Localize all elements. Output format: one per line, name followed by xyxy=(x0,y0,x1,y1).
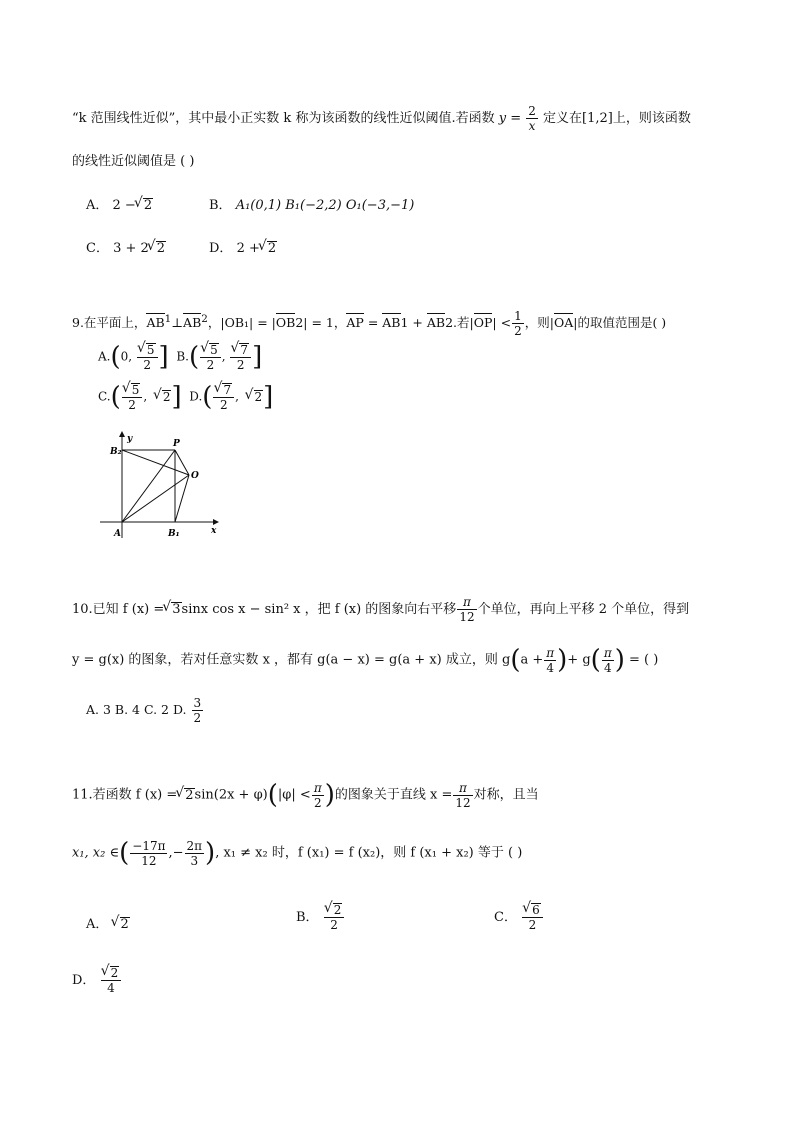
q9-figure xyxy=(98,428,228,543)
q11-option-d: D． √ $\frac{2}{4}$ xyxy=(72,966,122,995)
fig-label-p: P xyxy=(173,439,180,449)
q9-stem: 9.在平面上，$AB^1\perp AB^2$，|OB₁| = |OB2| = 1，AP = AB1 + AB2.若|OP| < $\frac{1}{2}$ ，则|OA|的取值范围是( ) xyxy=(72,309,667,338)
fig-label-x: x xyxy=(211,526,217,536)
q11-option-b: B． √ $\frac{2}{2}$ xyxy=(296,903,345,932)
q10-options: A. 3 B. 4 C. 2 D. $\frac{3}{2}$ xyxy=(86,696,202,725)
q8-option-b: B． A₁(0,1) B₁(−2,2) O₁(−3,−1) xyxy=(209,198,415,213)
q10-line1: 10.已知 f (x) =√ 3sinx cos x − sin² x ，把 f (x) 的图象向右平移 $\frac{\pi}{12}$ 个单位，再向上平移 2 个单位，得到 xyxy=(72,595,689,624)
q8-func-y: y = xyxy=(498,111,522,126)
q8-option-d: D． 2 +√ 2 xyxy=(209,237,277,256)
q8-line1-b: 定义在[1,2]上，则该函数 xyxy=(543,111,691,126)
fig-label-a: A xyxy=(114,529,121,539)
q11-option-c: C． √ $\frac{6}{2}$ xyxy=(494,903,544,932)
q11-line1: 11.若函数 f (x) =√ 2sin(2x + φ)(|φ| < $\frac{\pi}{2}$ )的图象关于直线 x = $\frac{\pi}{12}$ 对称，且当 xyxy=(72,780,539,810)
q11-line2: x₁, x₂ ∈( $\frac{-17\pi}{12}$ ,− $\frac{2\pi}{3}$ ), x₁ ≠ x₂ 时，f (x₁) = f (x₂)，则 f (x₁ + x₂) 等于 ( ) xyxy=(72,838,523,868)
fig-label-b2: B₂ xyxy=(110,447,122,457)
fig-label-y: y xyxy=(127,434,133,444)
q8-option-c: C． 3 + 2√ 2 xyxy=(86,237,166,256)
q8-line1-a: “k 范围线性近似”，其中最小正实数 k 称为该函数的线性近似阈值.若函数 xyxy=(72,111,495,126)
q9-options-ab: A.(0, √ $\frac{5}{2}$ ] B.( √ $\frac{5}{2}$ , √ $\frac{7}{2}$ ] xyxy=(98,342,262,372)
q9-options-cd: C.( √ $\frac{5}{2}$ , √ 2] D.( √ $\frac{7}{2}$ , √ 2] xyxy=(98,382,273,412)
q10-line2: y = g(x) 的图象，若对任意实数 x ，都有 g(a − x) = g(a + x) 成立，则 g(a + $\frac{\pi}{4}$ )+ g( $\frac{\pi}{4}$ ) = ( ) xyxy=(72,645,659,675)
fig-label-b1: B₁ xyxy=(168,529,180,539)
q8-line1 xyxy=(72,104,691,133)
q11-option-a: A． √ 2 xyxy=(86,913,130,932)
q8-option-a: A． 2 −√ 2 xyxy=(86,194,153,213)
q8-fraction: $\frac{2}{x}$ xyxy=(528,104,536,133)
q8-line2: 的线性近似阈值是 ( ) xyxy=(72,154,195,169)
fig-label-o: O xyxy=(191,471,199,481)
